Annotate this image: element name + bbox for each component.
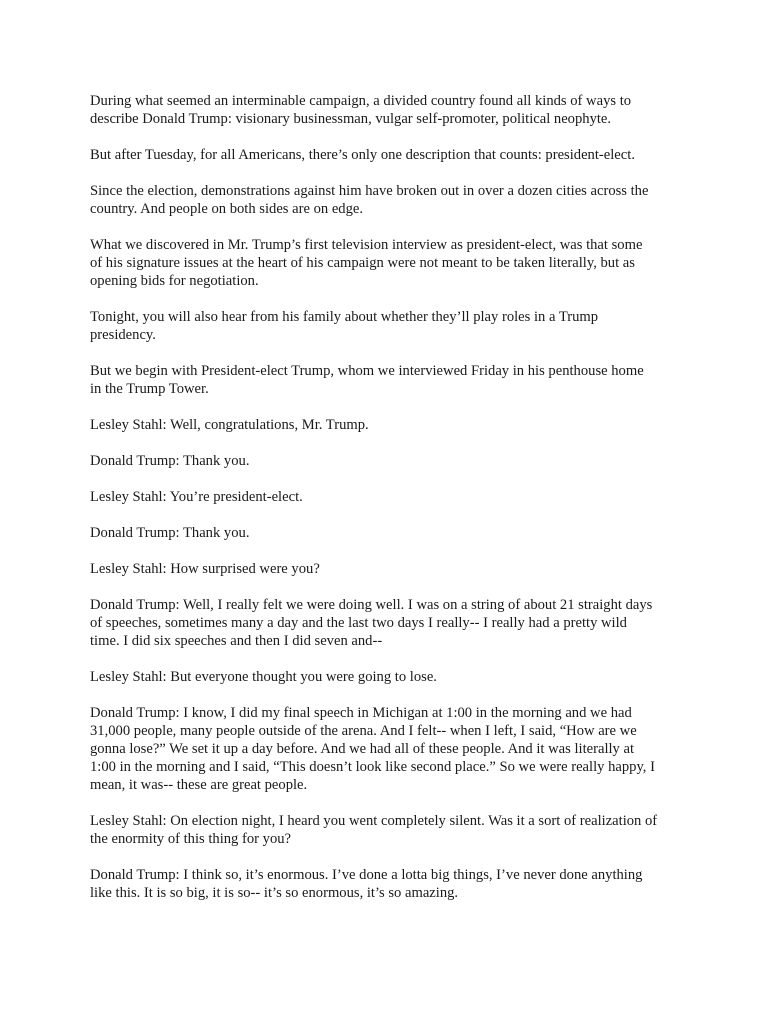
text-line: describe Donald Trump: visionary businessman, vulgar self-promoter, political neophyte. [90, 111, 612, 127]
text-line: country. And people on both sides are on edge. [90, 201, 364, 217]
text-line: 1:00 in the morning and I said, “This doesn’t look like second place.” So we were really happy, I [90, 759, 655, 775]
text-line: What we discovered in Mr. Trump’s first television interview as president-elect, was that some [90, 237, 643, 253]
paragraph [90, 596, 690, 650]
text-line: Tonight, you will also hear from his family about whether they’ll play roles in a Trump [90, 309, 599, 325]
paragraph [90, 92, 690, 128]
text-line: Donald Trump: Thank you. [90, 525, 250, 541]
text-line: Donald Trump: I think so, it’s enormous. I’ve done a lotta big things, I’ve never done anything [90, 867, 643, 883]
paragraph [90, 416, 690, 434]
text-line: Lesley Stahl: On election night, I heard you went completely silent. Was it a sort of realization of [90, 813, 658, 829]
text-line: Lesley Stahl: How surprised were you? [90, 561, 320, 577]
text-line: Donald Trump: Well, I really felt we were doing well. I was on a string of about 21 straight days [90, 597, 653, 613]
paragraph [90, 308, 690, 344]
text-line: of his signature issues at the heart of his campaign were not meant to be taken literally, but as [90, 255, 635, 271]
text-line: the enormity of this thing for you? [90, 831, 292, 847]
text-line: like this. It is so big, it is so-- it’s so enormous, it’s so amazing. [90, 885, 459, 901]
text-line: gonna lose?” We set it up a day before. And we had all of these people. And it was literally at [90, 741, 635, 757]
paragraph [90, 704, 690, 794]
text-line: presidency. [90, 327, 156, 343]
paragraph [90, 560, 690, 578]
text-line: Lesley Stahl: Well, congratulations, Mr. Trump. [90, 417, 369, 433]
text-line: Donald Trump: I know, I did my final speech in Michigan at 1:00 in the morning and we had [90, 705, 632, 721]
text-line: But we begin with President-elect Trump, whom we interviewed Friday in his penthouse home [90, 363, 644, 379]
paragraph [90, 452, 690, 470]
text-line: in the Trump Tower. [90, 381, 209, 397]
transcript-body [90, 92, 690, 920]
text-line: Since the election, demonstrations against him have broken out in over a dozen cities across the [90, 183, 649, 199]
text-line: opening bids for negotiation. [90, 273, 259, 289]
paragraph [90, 524, 690, 542]
paragraph [90, 146, 690, 164]
paragraph [90, 236, 690, 290]
text-line: Lesley Stahl: But everyone thought you were going to lose. [90, 669, 437, 685]
text-line: But after Tuesday, for all Americans, there’s only one description that counts: president-elect. [90, 147, 635, 163]
text-line: Donald Trump: Thank you. [90, 453, 250, 469]
text-line: Lesley Stahl: You’re president-elect. [90, 489, 303, 505]
paragraph [90, 182, 690, 218]
text-line: of speeches, sometimes many a day and the last two days I really-- I really had a pretty wild [90, 615, 627, 631]
text-line: mean, it was-- these are great people. [90, 777, 308, 793]
paragraph [90, 812, 690, 848]
paragraph [90, 362, 690, 398]
text-line: During what seemed an interminable campaign, a divided country found all kinds of ways to [90, 93, 632, 109]
paragraph [90, 866, 690, 902]
text-line: 31,000 people, many people outside of the arena. And I felt-- when I left, I said, “How are we [90, 723, 637, 739]
paragraph [90, 668, 690, 686]
text-line: time. I did six speeches and then I did seven and-- [90, 633, 383, 649]
paragraph [90, 488, 690, 506]
